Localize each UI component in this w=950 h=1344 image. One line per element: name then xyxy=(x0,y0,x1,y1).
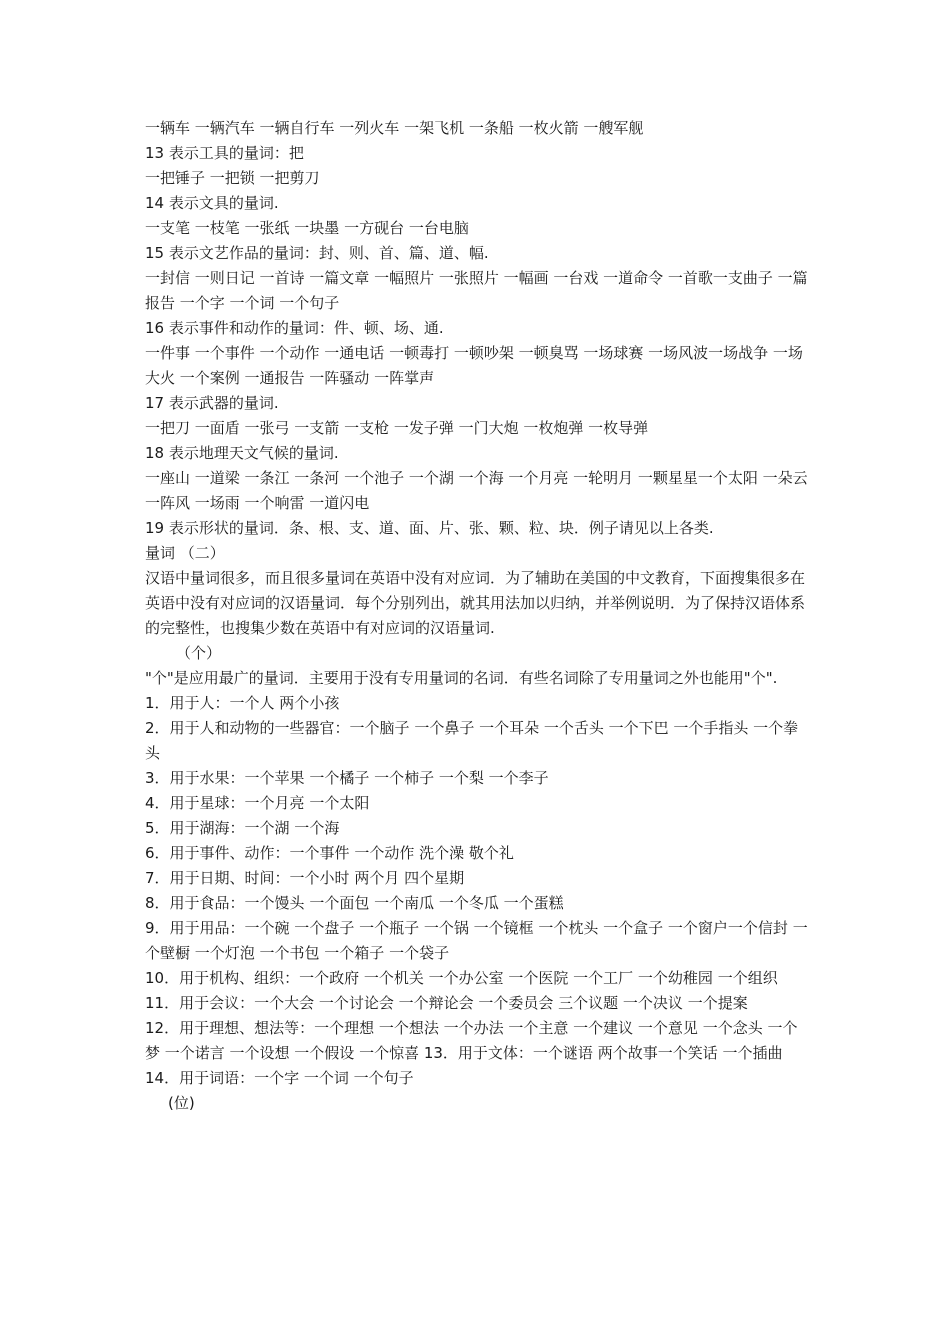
list-item: 10．用于机构、组织：一个政府 一个机关 一个办公室 一个医院 一个工厂 一个幼稚园 一个组织 xyxy=(145,969,778,987)
list-item: 9．用于用品：一个碗 一个盘子 一个瓶子 一个锅 一个镜框 一个枕头 一个盒子 一个窗户一个信封 一个壁橱 一个灯泡 一个书包 一个箱子 一个袋子 xyxy=(145,919,808,962)
list-item: 1．用于人：一个人 两个小孩 xyxy=(145,694,340,712)
list-item: 12．用于理想、想法等：一个理想 一个想法 一个办法 一个主意 一个建议 一个意见 一个念头 一个梦 一个诺言 一个设想 一个假设 一个惊喜 13．用于文体：一个谜语 两个故事一个笑话 一个插曲 xyxy=(145,1019,798,1062)
text-line: 一辆车 一辆汽车 一辆自行车 一列火车 一架飞机 一条船 一枚火箭 一艘军舰 xyxy=(145,119,644,137)
text-line: 一支笔 一枝笔 一张纸 一块墨 一方砚台 一台电脑 xyxy=(145,219,469,237)
text-line: 一把刀 一面盾 一张弓 一支箭 一支枪 一发子弹 一门大炮 一枚炮弹 一枚导弹 xyxy=(145,419,649,437)
text-line: 一件事 一个事件 一个动作 一通电话 一顿毒打 一顿吵架 一顿臭骂 一场球赛 一场风波一场战争 一场大火 一个案例 一通报告 一阵骚动 一阵掌声 xyxy=(145,344,803,387)
section-heading: 13 表示工具的量词：把 xyxy=(145,144,304,162)
list-item: 7．用于日期、时间：一个小时 两个月 四个星期 xyxy=(145,869,465,887)
section-heading: 19 表示形状的量词．条、根、支、道、面、片、张、颗、粒、块．例子请见以上各类. xyxy=(145,519,714,537)
section-heading: 14 表示文具的量词. xyxy=(145,194,279,212)
subsection-title: （个） xyxy=(176,644,222,662)
list-item: 3．用于水果：一个苹果 一个橘子 一个柿子 一个梨 一个李子 xyxy=(145,769,549,787)
subsection-title: (位) xyxy=(168,1094,195,1112)
list-item: 8．用于食品：一个馒头 一个面包 一个南瓜 一个冬瓜 一个蛋糕 xyxy=(145,894,564,912)
list-item: 5．用于湖海：一个湖 一个海 xyxy=(145,819,340,837)
section-heading: 15 表示文艺作品的量词：封、则、首、篇、道、幅. xyxy=(145,244,489,262)
section-heading: 16 表示事件和动作的量词：件、顿、场、通. xyxy=(145,319,444,337)
text-line: 一把锤子 一把锁 一把剪刀 xyxy=(145,169,320,187)
intro-paragraph: 汉语中量词很多，而且很多量词在英语中没有对应词．为了辅助在美国的中文教育，下面搜集很多在英语中没有对应词的汉语量词．每个分别列出，就其用法加以归纳，并举例说明．为了保持汉语体系的完整性，也搜集少数在英语中有对应词的汉语量词. xyxy=(145,569,806,637)
list-item: 2．用于人和动物的一些器官：一个脑子 一个鼻子 一个耳朵 一个舌头 一个下巴 一个手指头 一个拳头 xyxy=(145,719,799,762)
list-item: 6．用于事件、动作：一个事件 一个动作 洗个澡 敬个礼 xyxy=(145,844,514,862)
text-line: 一座山 一道梁 一条江 一条河 一个池子 一个湖 一个海 一个月亮 一轮明月 一颗星星一个太阳 一朵云 一阵风 一场雨 一个响雷 一道闪电 xyxy=(145,469,808,512)
section-heading: 17 表示武器的量词. xyxy=(145,394,279,412)
list-item: 14．用于词语：一个字 一个词 一个句子 xyxy=(145,1069,414,1087)
list-item: 4．用于星球：一个月亮 一个太阳 xyxy=(145,794,370,812)
text-line: 一封信 一则日记 一首诗 一篇文章 一幅照片 一张照片 一幅画 一台戏 一道命令 一首歌一支曲子 一篇报告 一个字 一个词 一个句子 xyxy=(145,269,808,312)
chapter-title: 量词 （二） xyxy=(145,544,225,562)
document-body xyxy=(145,116,810,1116)
list-item: 11．用于会议：一个大会 一个讨论会 一个辩论会 一个委员会 三个议题 一个决议 一个提案 xyxy=(145,994,748,1012)
section-heading: 18 表示地理天文气候的量词. xyxy=(145,444,339,462)
intro-paragraph: "个"是应用最广的量词．主要用于没有专用量词的名词．有些名词除了专用量词之外也能用"个". xyxy=(145,669,778,687)
